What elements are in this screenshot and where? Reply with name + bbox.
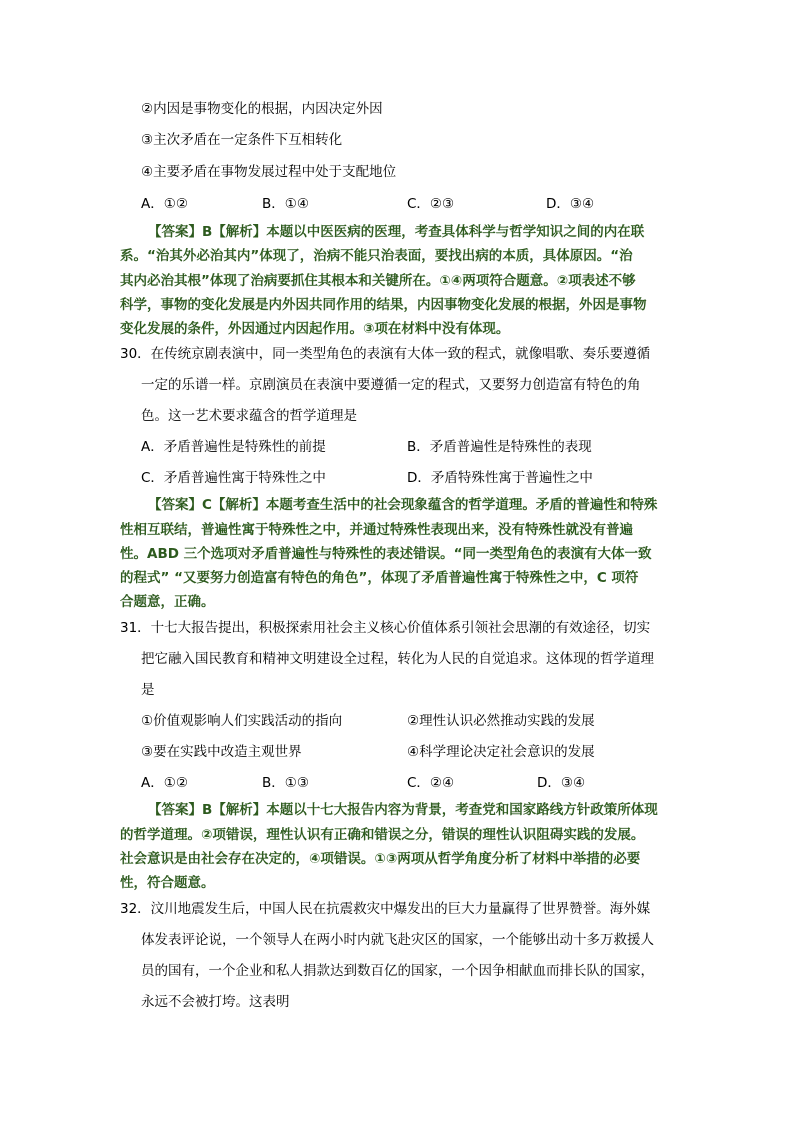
q30-answer-line-2: 性相互联结，普遍性寓于特殊性之中，并通过特殊性表现出来，没有特殊性就没有普遍 bbox=[120, 522, 633, 538]
q32-stem-line-3: 员的国有，一个企业和私人捐款达到数百亿的国家，一个因争相献血而排长队的国家， bbox=[141, 963, 654, 979]
q31-answer-line-3: 社会意识是由社会存在决定的，④项错误。①③两项从哲学角度分析了材料中举措的必要 bbox=[120, 851, 641, 867]
q31-answer-line-1: 【答案】B【解析】本题以十七大报告内容为背景，考查党和国家路线方针政策所体现 bbox=[148, 802, 658, 818]
q30-stem-line-3: 色。这一艺术要求蕴含的哲学道理是 bbox=[141, 408, 357, 424]
q31-statement-4: ④科学理论决定社会意识的发展 bbox=[407, 744, 595, 760]
q29-option-a: A．①② bbox=[141, 196, 188, 212]
q31-answer-line-4: 性，符合题意。 bbox=[120, 875, 215, 891]
q32-stem-line-4: 永远不会被打垮。这表明 bbox=[141, 994, 290, 1010]
q31-stem-line-3: 是 bbox=[141, 682, 155, 698]
q29-option-b: B．①④ bbox=[262, 196, 309, 212]
q30-stem-line-1: 30．在传统京剧表演中，同一类型角色的表演有大体一致的程式，就像唱歌、奏乐要遵循 bbox=[120, 346, 651, 362]
q29-answer-line-2: 系。“治其外必治其内”体现了，治病不能只治表面，要找出病的本质，具体原因。“治 bbox=[120, 248, 633, 264]
q29-statement-2: ②内因是事物变化的根据，内因决定外因 bbox=[141, 101, 383, 117]
q32-stem-line-2: 体发表评论说，一个领导人在两小时内就飞赴灾区的国家，一个能够出动十多万救援人 bbox=[141, 932, 654, 948]
q32-stem-line-1: 32．汶川地震发生后，中国人民在抗震救灾中爆发出的巨大力量赢得了世界赞誉。海外媒 bbox=[120, 901, 651, 917]
q31-option-c: C．②④ bbox=[407, 775, 455, 791]
q31-stem-line-1: 31．十七大报告提出，积极探索用社会主义核心价值体系引领社会思潮的有效途径，切实 bbox=[120, 620, 651, 636]
q29-answer-line-5: 变化发展的条件，外因通过内因起作用。③项在材料中没有体现。 bbox=[120, 321, 510, 337]
q30-answer-line-4: 的程式” “又要努力创造富有特色的角色”，体现了矛盾普遍性寓于特殊性之中，C 项符 bbox=[120, 570, 639, 586]
q29-answer-line-4: 科学，事物的变化发展是内外因共同作用的结果，内因事物变化发展的根据，外因是事物 bbox=[120, 297, 647, 313]
q29-answer-line-3: 其内必治其根”体现了治病要抓住其根本和关键所在。①④两项符合题意。②项表述不够 bbox=[120, 273, 636, 289]
q29-answer-line-1: 【答案】B【解析】本题以中医医病的医理，考查具体科学与哲学知识之间的内在联 bbox=[148, 224, 645, 240]
q29-statement-3: ③主次矛盾在一定条件下互相转化 bbox=[141, 132, 343, 148]
q30-stem-line-2: 一定的乐谱一样。京剧演员在表演中要遵循一定的程式，又要努力创造富有特色的角 bbox=[141, 377, 641, 393]
q29-statement-4: ④主要矛盾在事物发展过程中处于支配地位 bbox=[141, 164, 397, 180]
q31-statement-2: ②理性认识必然推动实践的发展 bbox=[407, 713, 595, 729]
q31-answer-line-2: 的哲学道理。②项错误，理性认识有正确和错误之分，错误的理性认识阻碍实践的发展。 bbox=[120, 827, 645, 843]
q31-stem-line-2: 把它融入国民教育和精神文明建设全过程，转化为人民的自觉追求。这体现的哲学道理 bbox=[141, 651, 654, 667]
q31-option-a: A．①② bbox=[141, 775, 188, 791]
q30-answer-line-5: 合题意，正确。 bbox=[120, 594, 215, 610]
q30-option-c: C．矛盾普遍性寓于特殊性之中 bbox=[141, 470, 326, 486]
q30-option-b: B．矛盾普遍性是特殊性的表现 bbox=[407, 439, 592, 455]
q30-answer-line-1: 【答案】C【解析】本题考查生活中的社会现象蕴含的哲学道理。矛盾的普遍性和特殊 bbox=[148, 497, 658, 513]
q31-option-d: D．③④ bbox=[537, 775, 586, 791]
q31-statement-1: ①价值观影响人们实践活动的指向 bbox=[141, 713, 343, 729]
q31-option-b: B．①③ bbox=[262, 775, 309, 791]
q29-option-c: C．②③ bbox=[407, 196, 455, 212]
q30-option-a: A．矛盾普遍性是特殊性的前提 bbox=[141, 439, 326, 455]
q31-statement-3: ③要在实践中改造主观世界 bbox=[141, 744, 302, 760]
q30-option-d: D．矛盾特殊性寓于普遍性之中 bbox=[407, 470, 593, 486]
q29-option-d: D．③④ bbox=[546, 196, 595, 212]
q30-answer-line-3: 性。ABD 三个选项对矛盾普遍性与特殊性的表述错误。“同一类型角色的表演有大体一致 bbox=[120, 546, 652, 562]
